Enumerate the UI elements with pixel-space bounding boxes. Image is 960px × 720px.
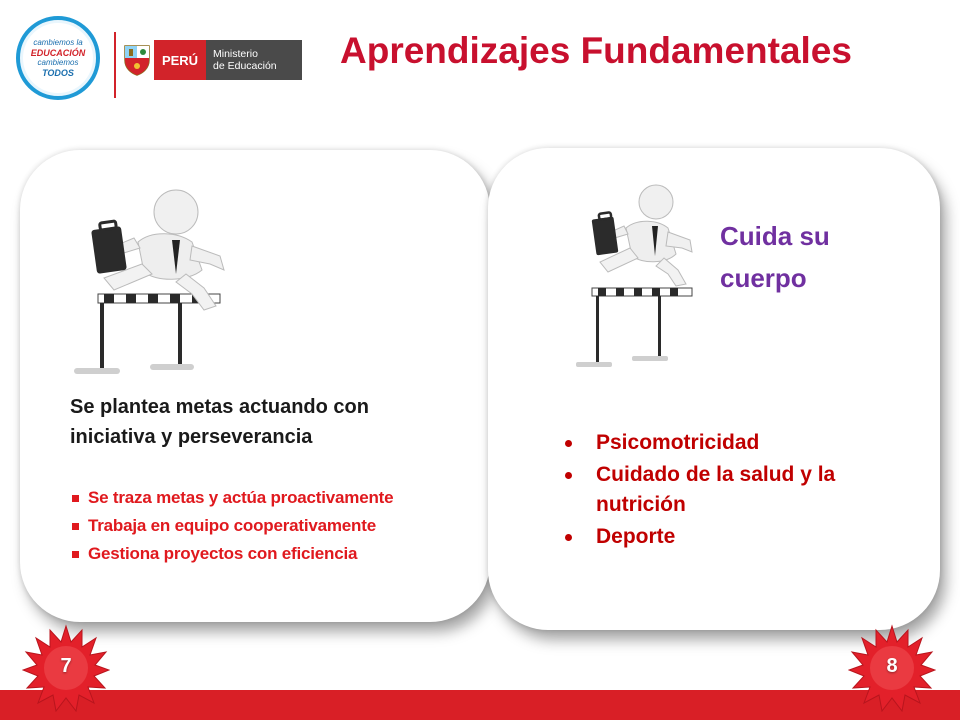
square-bullet-icon	[72, 495, 79, 502]
square-bullet-icon	[72, 523, 79, 530]
logo-divider	[114, 32, 116, 98]
left-heading-line2: iniciativa y perseverancia	[70, 426, 313, 448]
left-card-heading	[70, 392, 470, 452]
round-bullet-icon	[565, 472, 572, 479]
list-item	[70, 484, 480, 512]
campaign-logo-line1: cambiemos la	[33, 38, 83, 47]
list-item-text: Gestiona proyectos con eficiencia	[88, 544, 358, 563]
hurdle-jumper-icon	[52, 178, 230, 380]
campaign-logo	[16, 16, 100, 100]
ministry-line1: Ministerio	[213, 48, 258, 60]
right-heading-line2: cuerpo	[720, 263, 807, 293]
country-text: PERÚ	[161, 52, 199, 68]
header-logos	[16, 14, 316, 104]
page-number-badge-right	[848, 624, 936, 712]
round-bullet-icon	[565, 440, 572, 447]
square-bullet-icon	[72, 551, 79, 558]
list-item-text: Trabaja en equipo cooperativamente	[88, 516, 376, 535]
right-heading-line1: Cuida su	[720, 221, 830, 251]
list-item	[560, 460, 930, 520]
round-bullet-icon	[565, 534, 572, 541]
right-card-heading	[720, 215, 920, 299]
coat-of-arms-icon	[122, 42, 152, 76]
list-item-text: Se traza metas y actúa proactivamente	[88, 488, 394, 507]
list-item-text: Cuidado de la salud y la nutrición	[596, 463, 836, 516]
campaign-logo-line3: cambiemos	[37, 58, 79, 67]
peru-label	[154, 40, 206, 80]
list-item	[70, 540, 480, 568]
list-item-text: Psicomotricidad	[596, 431, 760, 454]
page-number-left: 7	[60, 655, 72, 677]
campaign-logo-line2: EDUCACIÓN	[30, 48, 86, 58]
page-number-badge-left	[22, 624, 110, 712]
campaign-logo-line4: TODOS	[42, 68, 74, 78]
right-card-list	[560, 428, 930, 554]
ministry-line2: de Educación	[213, 60, 277, 72]
list-item	[70, 512, 480, 540]
left-heading-line1: Se plantea metas actuando con	[70, 396, 369, 418]
hurdle-jumper-icon	[570, 176, 698, 372]
ministry-label	[206, 40, 302, 80]
list-item-text: Deporte	[596, 525, 676, 548]
page-title: Aprendizajes Fundamentales	[340, 30, 852, 71]
list-item	[560, 522, 930, 552]
list-item	[560, 428, 930, 458]
left-card-list	[70, 484, 480, 568]
page-number-right: 8	[886, 655, 898, 677]
bottom-bar	[0, 690, 960, 720]
